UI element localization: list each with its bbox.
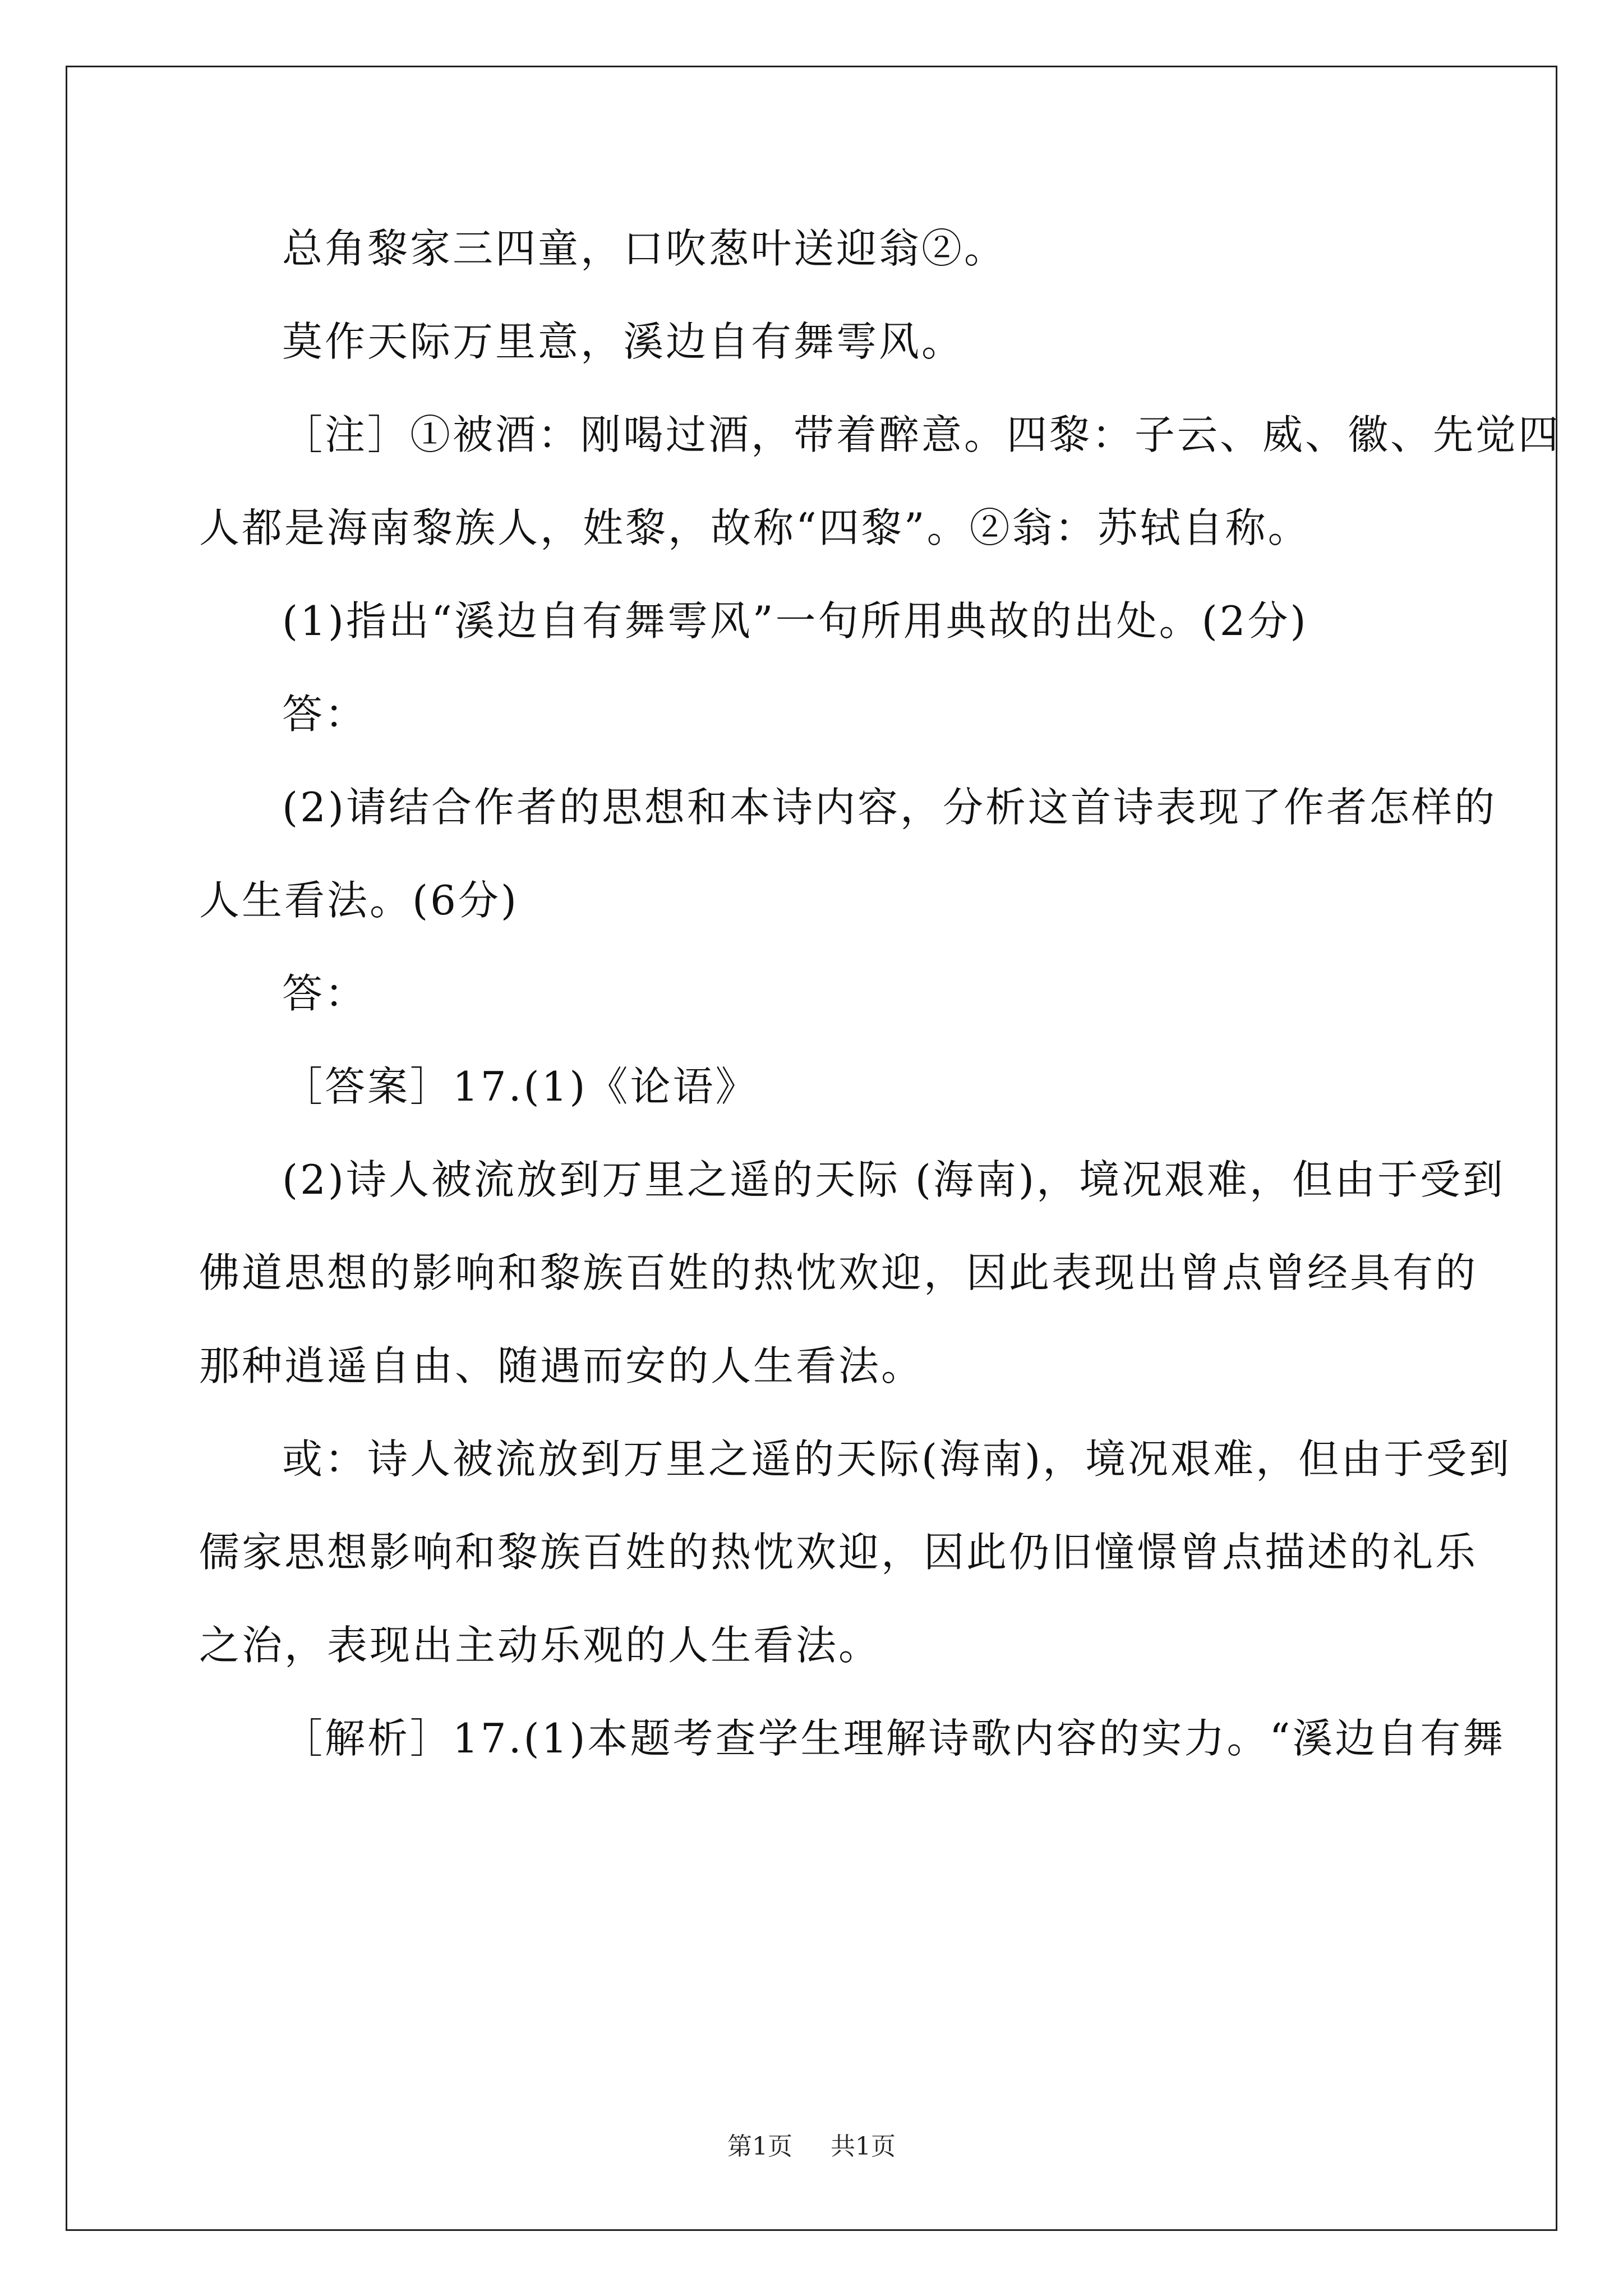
text-line-7: (2)请结合作者的思想和本诗内容，分析这首诗表现了作者怎样的: [282, 784, 1497, 831]
document-body: [199, 202, 1561, 1785]
text-line-6: 答：: [282, 691, 368, 738]
text-line-1: 总角黎家三四童，口吹葱叶送迎翁②。: [282, 225, 1007, 272]
page-number-total: 共1页: [831, 2132, 896, 2161]
text-line-11: (2)诗人被流放到万里之遥的天际 (海南)，境况艰难，但由于受到: [282, 1156, 1506, 1203]
page-number-current: 第1页: [727, 2132, 792, 2161]
page-footer: [0, 2126, 1623, 2162]
text-line-10: ［答案］17.(1)《论语》: [282, 1063, 758, 1110]
text-line-12: 佛道思想的影响和黎族百姓的热忱欢迎，因此表现出曾点曾经具有的: [199, 1249, 1478, 1296]
text-line-3: ［注］①被酒：刚喝过酒，带着醉意。四黎：子云、威、徽、先觉四: [282, 411, 1561, 458]
text-line-14: 或：诗人被流放到万里之遥的天际(海南)，境况艰难，但由于受到: [282, 1435, 1512, 1483]
text-line-16: 之治，表现出主动乐观的人生看法。: [199, 1622, 882, 1669]
text-line-5: (1)指出“溪边自有舞雩风”一句所用典故的出处。(2分): [282, 597, 1308, 645]
text-line-2: 莫作天际万里意，溪边自有舞雩风。: [282, 318, 965, 365]
text-line-9: 答：: [282, 970, 368, 1017]
text-line-4: 人都是海南黎族人，姓黎，故称“四黎”。②翁：苏轼自称。: [199, 504, 1311, 551]
text-line-17: ［解析］17.(1)本题考查学生理解诗歌内容的实力。“溪边自有舞: [282, 1715, 1506, 1762]
text-line-13: 那种逍遥自由、随遇而安的人生看法。: [199, 1342, 924, 1389]
text-line-15: 儒家思想影响和黎族百姓的热忱欢迎，因此仍旧憧憬曾点描述的礼乐: [199, 1529, 1478, 1576]
text-line-8: 人生看法。(6分): [199, 877, 519, 924]
